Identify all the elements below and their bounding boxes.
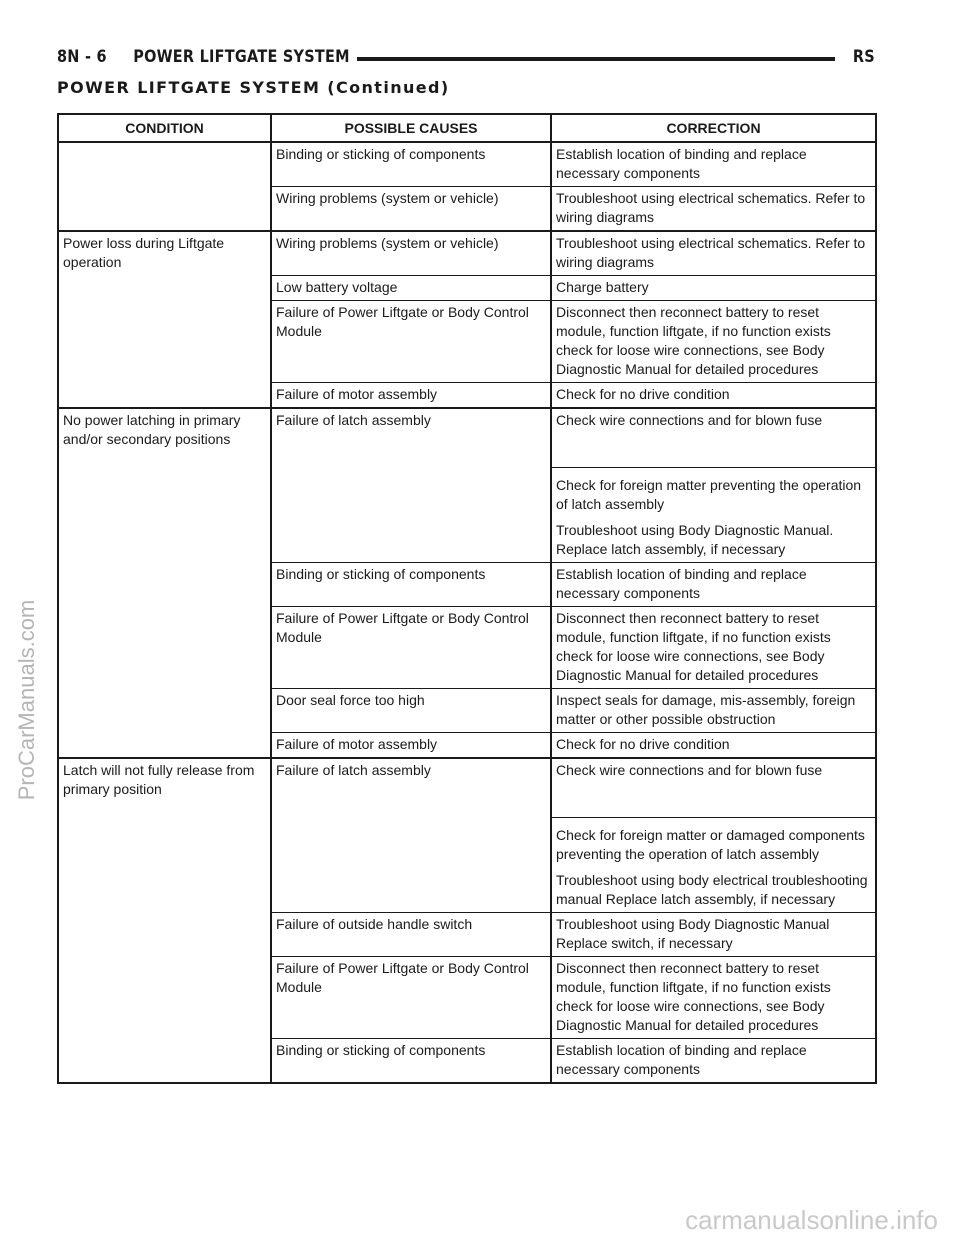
correction-cell: Establish location of binding and replace necessary components <box>551 1039 876 1084</box>
table-row <box>58 408 876 468</box>
correction-cell: Check for foreign matter or damaged components preventing the operation of latch assembly <box>551 818 876 868</box>
cause-cell: Wiring problems (system or vehicle) <box>271 231 551 276</box>
condition-cell: Power loss during Liftgate operation <box>58 231 271 408</box>
side-watermark <box>14 499 40 801</box>
correction-cell: Charge battery <box>551 276 876 301</box>
cause-cell: Door seal force too high <box>271 689 551 733</box>
cause-cell: Failure of outside handle switch <box>271 913 551 957</box>
correction-cell: Inspect seals for damage, mis-assembly, foreign matter or other possible obstruction <box>551 689 876 733</box>
correction-cell: Troubleshoot using Body Diagnostic Manual Replace switch, if necessary <box>551 913 876 957</box>
correction-cell: Disconnect then reconnect battery to reset module, function liftgate, if no function exists check for loose wire connections, see Body Diagnostic Manual for detailed procedures <box>551 301 876 383</box>
column-header-correction: CORRECTION <box>551 114 876 142</box>
page-number-and-section: 8N - 6 POWER LIFTGATE SYSTEM <box>57 47 350 67</box>
table-row <box>58 231 876 276</box>
cause-cell: Failure of latch assembly <box>271 408 551 563</box>
page-header <box>57 44 875 74</box>
column-header-causes: POSSIBLE CAUSES <box>271 114 551 142</box>
cause-cell: Failure of Power Liftgate or Body Control Module <box>271 301 551 383</box>
correction-cell: Troubleshoot using electrical schematics. Refer to wiring diagrams <box>551 231 876 276</box>
table-row <box>58 142 876 187</box>
column-header-condition: CONDITION <box>58 114 271 142</box>
correction-cell: Troubleshoot using electrical schematics. Refer to wiring diagrams <box>551 187 876 232</box>
table-header-row <box>58 114 876 142</box>
footer-watermark: carmanualsonline.info <box>685 1205 938 1235</box>
cause-cell: Wiring problems (system or vehicle) <box>271 187 551 232</box>
correction-cell: Troubleshoot using Body Diagnostic Manual. Replace latch assembly, if necessary <box>551 517 876 563</box>
correction-cell: Check for no drive condition <box>551 733 876 759</box>
correction-cell: Disconnect then reconnect battery to reset module, function liftgate, if no function exists check for loose wire connections, see Body Diagnostic Manual for detailed procedures <box>551 957 876 1039</box>
cause-cell: Binding or sticking of components <box>271 142 551 187</box>
correction-cell: Check for foreign matter preventing the operation of latch assembly <box>551 468 876 518</box>
diagnosis-table <box>57 113 877 1084</box>
cause-cell: Failure of Power Liftgate or Body Control Module <box>271 957 551 1039</box>
cause-cell: Binding or sticking of components <box>271 1039 551 1084</box>
cause-cell: Low battery voltage <box>271 276 551 301</box>
cause-cell: Failure of latch assembly <box>271 758 551 913</box>
cause-cell: Failure of Power Liftgate or Body Control Module <box>271 607 551 689</box>
correction-cell: Disconnect then reconnect battery to reset module, function liftgate, if no function exists check for loose wire connections, see Body Diagnostic Manual for detailed procedures <box>551 607 876 689</box>
condition-cell: No power latching in primary and/or secondary positions <box>58 408 271 758</box>
header-rule <box>357 57 835 61</box>
cause-cell: Failure of motor assembly <box>271 733 551 759</box>
correction-cell: Check wire connections and for blown fuse <box>551 758 876 818</box>
correction-cell: Troubleshoot using body electrical troubleshooting manual Replace latch assembly, if necessary <box>551 867 876 913</box>
correction-cell: Check wire connections and for blown fuse <box>551 408 876 468</box>
correction-cell: Establish location of binding and replace necessary components <box>551 142 876 187</box>
cause-cell: Binding or sticking of components <box>271 563 551 607</box>
side-watermark-text: ProCarManuals.com <box>14 599 39 801</box>
table-row <box>58 758 876 818</box>
correction-cell: Establish location of binding and replace necessary components <box>551 563 876 607</box>
correction-cell: Check for no drive condition <box>551 383 876 409</box>
model-code: RS <box>852 47 875 67</box>
section-title: POWER LIFTGATE SYSTEM (Continued) <box>57 78 450 97</box>
condition-cell <box>58 142 271 231</box>
cause-cell: Failure of motor assembly <box>271 383 551 409</box>
condition-cell: Latch will not fully release from primary position <box>58 758 271 1083</box>
